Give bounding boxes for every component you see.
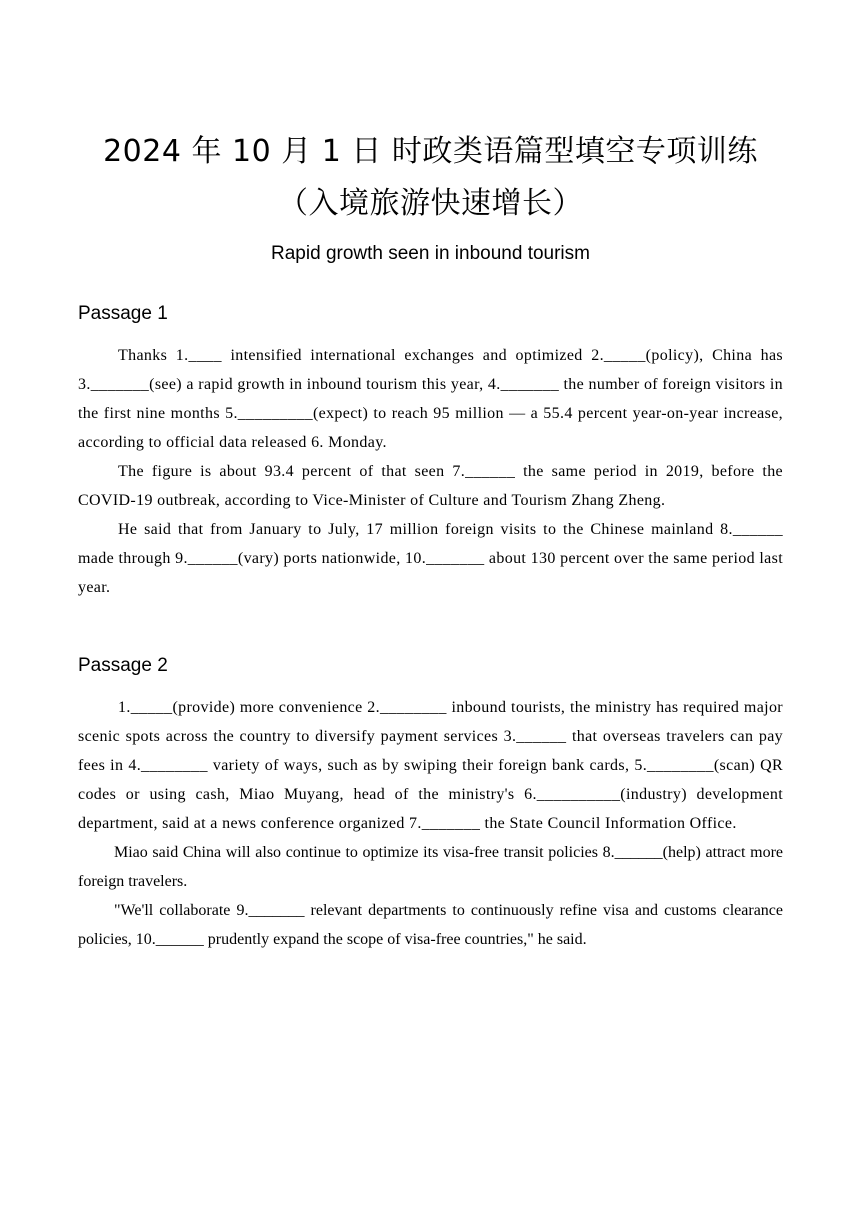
passage-1-paragraph-3: He said that from January to July, 17 million foreign visits to the Chinese mainland 8.______ made through 9.______(vary) ports nationwide, 10._______ about 130 percent over the same period last year. — [78, 521, 783, 596]
document-subtitle: Rapid growth seen in inbound tourism — [271, 243, 590, 264]
passage-1-paragraph-2: The figure is about 93.4 percent of that seen 7.______ the same period in 2019, before the COVID-19 outbreak, according to Vice-Minister of Culture and Tourism Zhang Zheng. — [78, 463, 783, 509]
passage-1-body — [78, 341, 783, 602]
document-title: 2024 年 10 月 1 日 时政类语篇型填空专项训练（入境旅游快速增长） — [103, 134, 758, 221]
passage-2-heading: Passage 2 — [78, 655, 168, 676]
passage-1-heading: Passage 1 — [78, 303, 168, 324]
passage-2-paragraph-3: "We'll collaborate 9._______ relevant departments to continuously refine visa and customs clearance policies, 10.______ prudently expand the scope of visa-free countries," he said. — [78, 902, 783, 948]
passage-1-paragraph-1: Thanks 1.____ intensified international exchanges and optimized 2._____(policy), China has 3._______(see) a rapid growth in inbound tourism this year, 4._______ the number of foreign visitors in the first nine months 5._________(expect) to reach 95 million — a 55.4 percent year-on-year increase, according to official data released 6. Monday. — [78, 347, 783, 451]
passage-2-paragraph-2: Miao said China will also continue to optimize its visa-free transit policies 8.______(help) attract more foreign travelers. — [78, 844, 783, 890]
document-page — [78, 0, 783, 954]
passage-2-body — [78, 693, 783, 954]
passage-2-paragraph-1: 1._____(provide) more convenience 2.________ inbound tourists, the ministry has required major scenic spots across the country to diversify payment services 3.______ that overseas travelers can pay fees in 4.________ variety of ways, such as by swiping their foreign bank cards, 5.________(scan) QR codes or using cash, Miao Muyang, head of the ministry's 6.__________(industry) development department, said at a news conference organized 7._______ the State Council Information Office. — [78, 699, 783, 832]
